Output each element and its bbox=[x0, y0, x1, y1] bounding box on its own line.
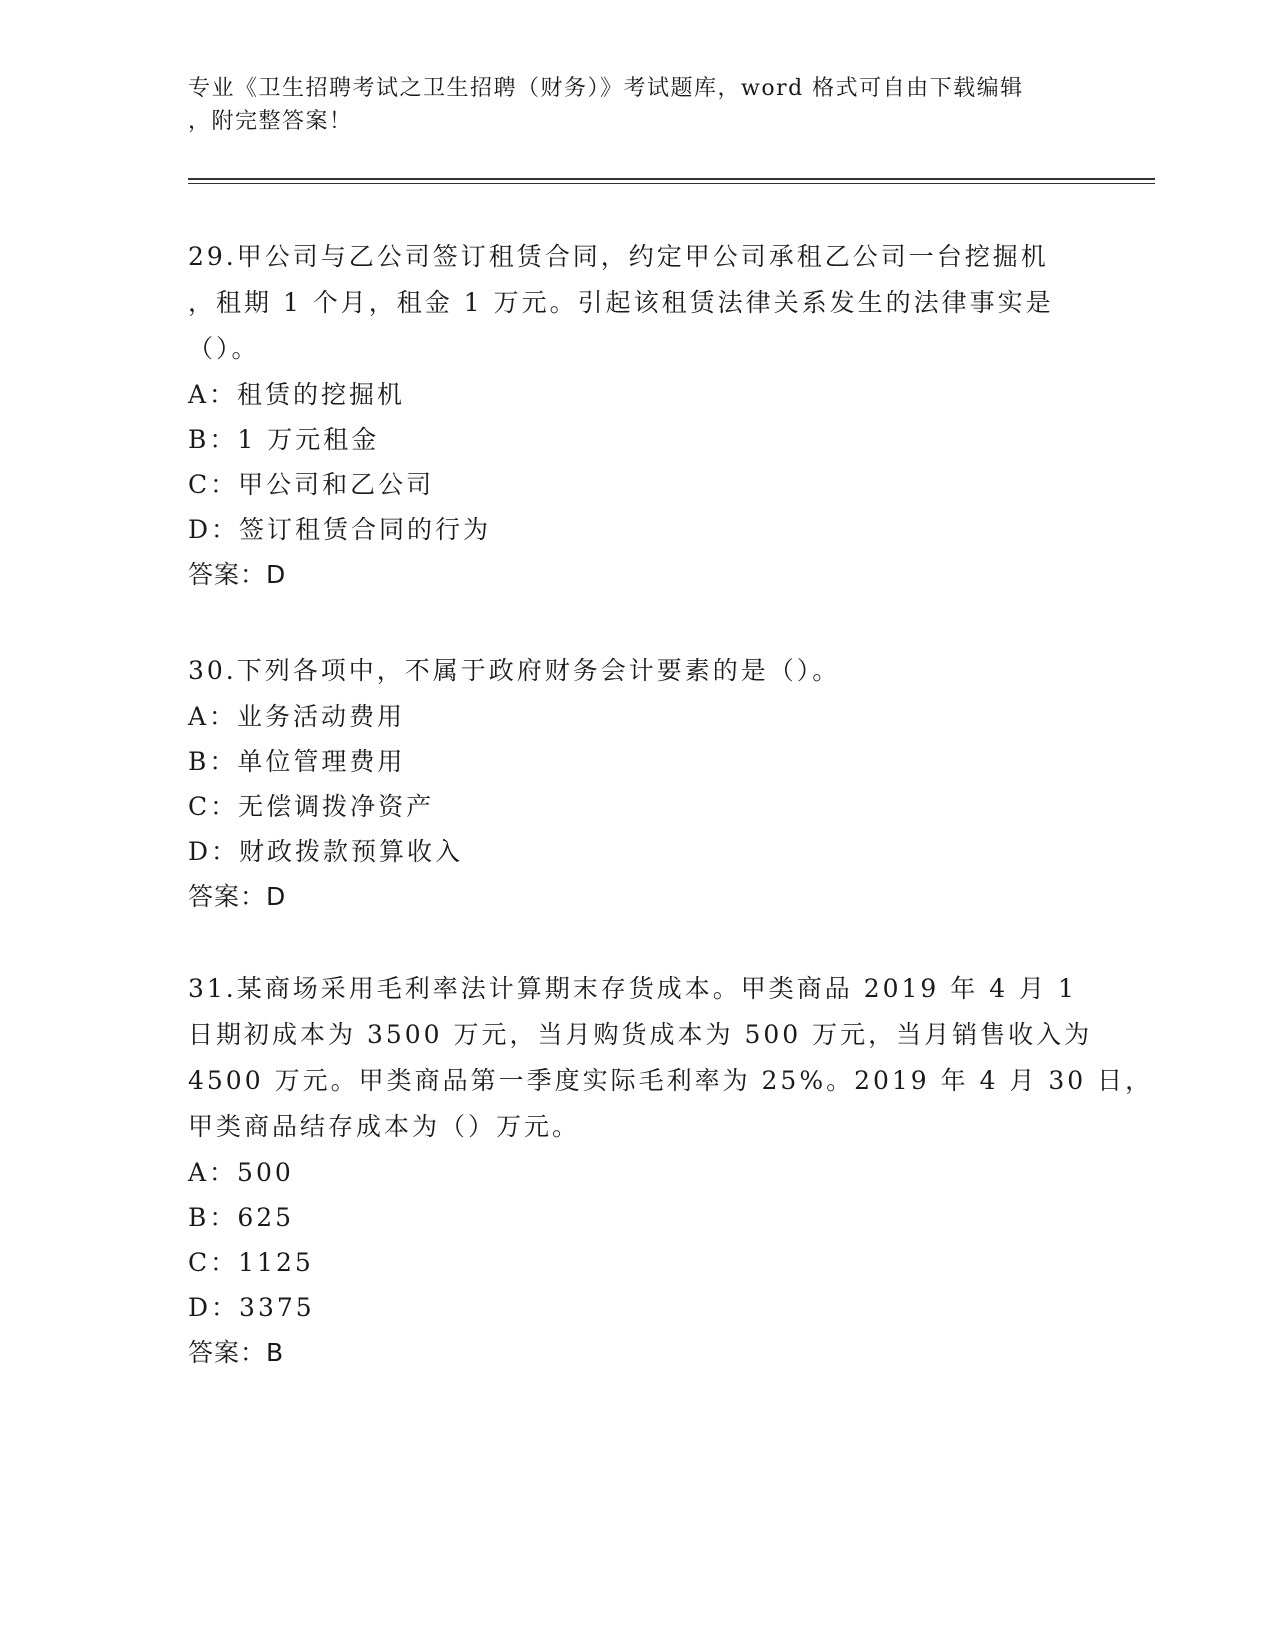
option-c: C：无偿调拨净资产 bbox=[188, 792, 435, 821]
option-b: B：单位管理费用 bbox=[188, 747, 406, 776]
header-line: 专业《卫生招聘考试之卫生招聘（财务）》考试题库，word 格式可自由下载编辑 bbox=[188, 76, 1024, 101]
question-stem-line: （）。 bbox=[188, 334, 260, 363]
option-c: C：1125 bbox=[188, 1248, 314, 1277]
question-30 bbox=[188, 648, 1088, 920]
option-d: D：签订租赁合同的行为 bbox=[188, 515, 492, 544]
question-31 bbox=[188, 966, 1154, 1376]
question-stem-line: 30.下列各项中，不属于政府财务会计要素的是（）。 bbox=[188, 656, 841, 685]
option-b: B：1 万元租金 bbox=[188, 425, 380, 454]
header-line: ，附完整答案！ bbox=[188, 109, 353, 134]
option-d: D：3375 bbox=[188, 1293, 315, 1322]
question-stem-line: ，租期 1 个月，租金 1 万元。引起该租赁法律关系发生的法律事实是 bbox=[188, 288, 1054, 317]
answer: 答案：D bbox=[188, 882, 287, 911]
question-29 bbox=[188, 234, 1088, 598]
question-stem-line: 31.某商场采用毛利率法计算期末存货成本。甲类商品 2019 年 4 月 1 bbox=[188, 974, 1077, 1003]
option-d: D：财政拨款预算收入 bbox=[188, 837, 464, 866]
option-a: A：业务活动费用 bbox=[188, 702, 406, 731]
document-header bbox=[188, 72, 1088, 138]
question-stem-line: 甲类商品结存成本为（）万元。 bbox=[188, 1112, 581, 1141]
option-a: A：租赁的挖掘机 bbox=[188, 380, 406, 409]
question-stem-line: 29.甲公司与乙公司签订租赁合同，约定甲公司承租乙公司一台挖掘机 bbox=[188, 242, 1049, 271]
question-stem-line: 日期初成本为 3500 万元，当月购货成本为 500 万元，当月销售收入为 bbox=[188, 1020, 1093, 1049]
option-a: A：500 bbox=[188, 1158, 294, 1187]
option-c: C：甲公司和乙公司 bbox=[188, 470, 435, 499]
header-divider bbox=[188, 178, 1155, 180]
answer: 答案：D bbox=[188, 560, 287, 589]
option-b: B：625 bbox=[188, 1203, 295, 1232]
header-divider-thin bbox=[188, 183, 1155, 184]
answer: 答案：B bbox=[188, 1338, 285, 1367]
question-stem-line: 4500 万元。甲类商品第一季度实际毛利率为 25%。2019 年 4 月 30 日， bbox=[188, 1066, 1154, 1095]
